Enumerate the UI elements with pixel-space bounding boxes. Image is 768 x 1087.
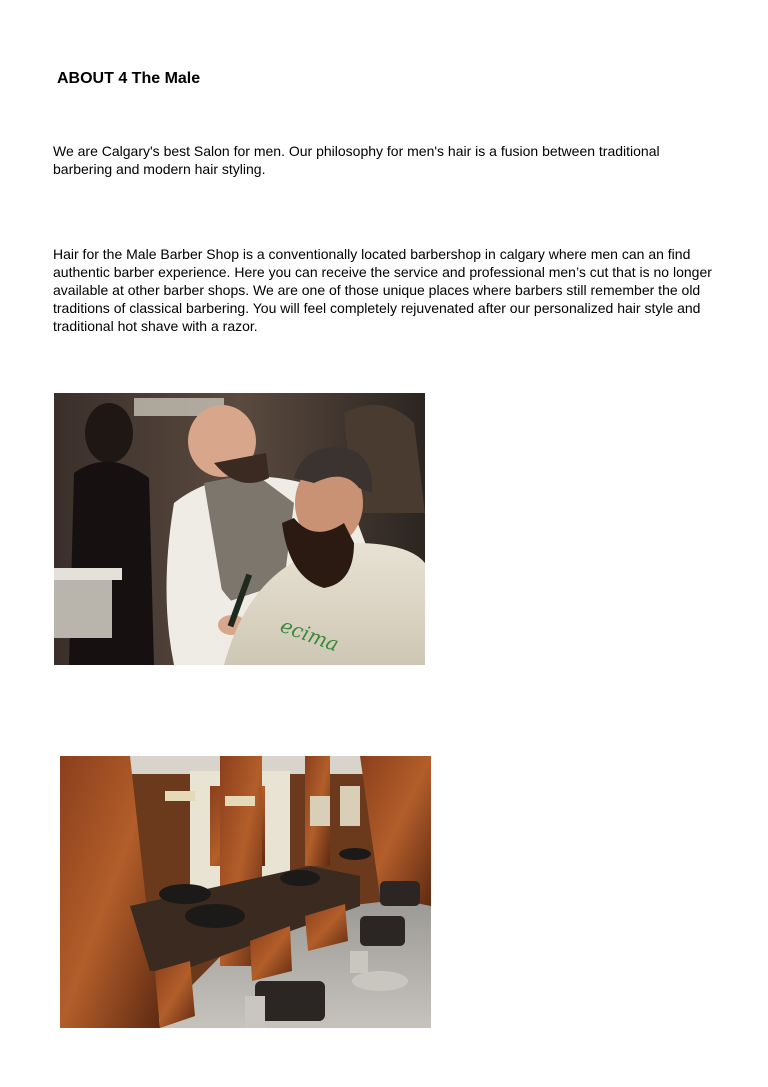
barber-at-work-photo bbox=[54, 393, 425, 665]
description-paragraph: Hair for the Male Barber Shop is a conventionally located barbershop in calgary where men can an find authentic barber experience. Here you can receive the service and professional men’s cut that is no longer available at other barber shops. We are one of those unique places where barbers still remember the old traditions of classical barbering. You will feel completely rejuvenated after our personalized hair style and traditional hot shave with a razor. bbox=[53, 246, 712, 334]
page-title: ABOUT 4 The Male bbox=[57, 70, 201, 87]
barbershop-interior-illustration bbox=[60, 756, 431, 1028]
intro-paragraph: We are Calgary's best Salon for men. Our philosophy for men's hair is a fusion between traditional barbering and modern hair styling. bbox=[53, 143, 660, 177]
barber-at-work-illustration bbox=[54, 393, 425, 665]
cape-logo-text: ecima bbox=[277, 613, 343, 657]
barbershop-interior-photo bbox=[60, 756, 431, 1028]
